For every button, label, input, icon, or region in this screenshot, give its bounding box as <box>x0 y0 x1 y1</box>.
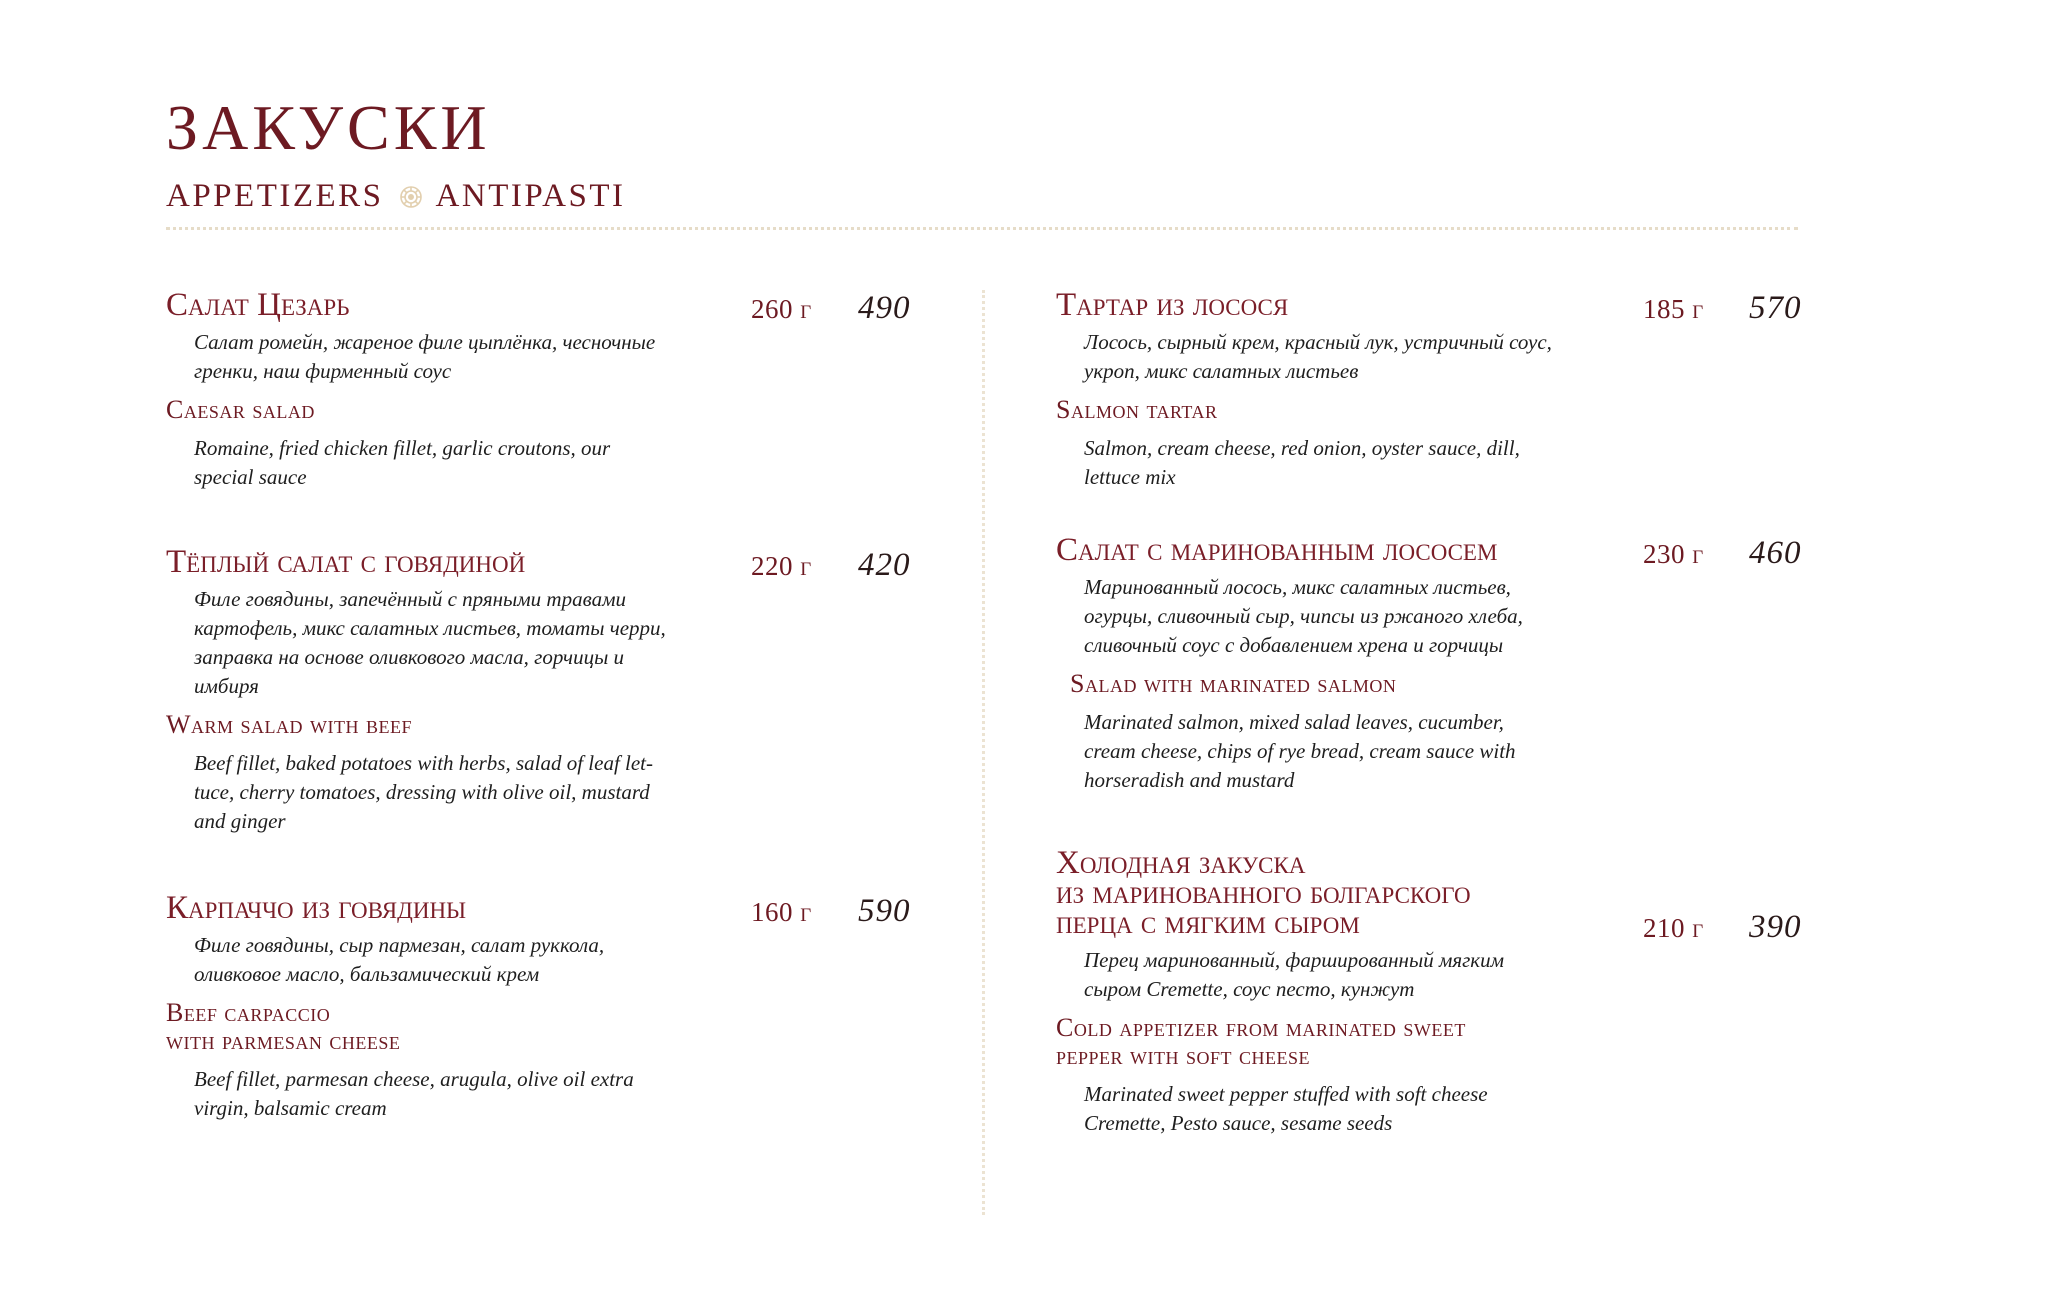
dish-desc-ru: оливковое масло, бальзамический крем <box>194 962 540 986</box>
menu-item-caesar <box>166 287 656 492</box>
dish-weight: 220 г <box>751 551 812 581</box>
dish-price: 390 <box>1749 909 1802 945</box>
dish-desc-en: Cremette, Pesto sauce, sesame seeds <box>1084 1111 1393 1135</box>
dish-desc-en: Marinated sweet pepper stuffed with soft cheese <box>1084 1082 1488 1106</box>
menu-item-salmon-tartar <box>1056 287 1552 492</box>
dish-desc-ru: огурцы, сливочный сыр, чипсы из ржаного хлеба, <box>1084 604 1523 628</box>
menu-item-marinated-salmon-salad <box>1056 532 1523 795</box>
dish-name-ru: из маринованного болгарского <box>1056 875 1471 911</box>
dish-name-en: Warm salad with beef <box>166 710 413 739</box>
dish-desc-en: special sauce <box>194 465 307 489</box>
dish-desc-en: and ginger <box>194 809 286 833</box>
dish-name-en: with parmesan cheese <box>166 1026 401 1055</box>
column-divider <box>982 290 985 1215</box>
dish-desc-ru: сыром Cremette, соус песто, кунжут <box>1084 977 1415 1001</box>
rosette-icon <box>398 184 424 210</box>
dish-price: 570 <box>1749 290 1802 326</box>
dish-desc-en: Romaine, fried chicken fillet, garlic croutons, our <box>194 436 611 460</box>
menu-item-cold-pepper-appetizer <box>1056 845 1505 1138</box>
dish-desc-en: Beef fillet, parmesan cheese, arugula, olive oil extra <box>194 1067 634 1091</box>
dish-name-ru: перца с мягким сыром <box>1056 905 1360 941</box>
dish-desc-ru: имбиря <box>194 674 259 698</box>
dish-weight: 260 г <box>751 294 812 324</box>
dish-name-ru: Салат с маринованным лососем <box>1056 532 1498 568</box>
dish-name-en: pepper with soft cheese <box>1056 1041 1311 1070</box>
dish-desc-en: Beef fillet, baked potatoes with herbs, salad of leaf let- <box>194 751 654 775</box>
menu-item-warm-beef-salad <box>166 544 666 836</box>
dish-desc-en: horseradish and mustard <box>1084 768 1295 792</box>
dish-price: 590 <box>858 893 911 929</box>
dish-desc-en: virgin, balsamic cream <box>194 1096 387 1120</box>
dish-name-ru: Тартар из лосося <box>1056 287 1289 323</box>
dish-desc-ru: Лосось, сырный крем, красный лук, устричный соус, <box>1084 330 1552 354</box>
dish-name-ru: Холодная закуска <box>1056 845 1306 881</box>
menu-item-beef-carpaccio <box>166 890 634 1123</box>
dish-desc-ru: Салат ромейн, жареное филе цыплёнка, чесночные <box>194 330 656 354</box>
dish-weight: 185 г <box>1643 294 1704 324</box>
subtitle-antipasti: ANTIPASTI <box>435 178 626 214</box>
dish-desc-ru: Филе говядины, сыр пармезан, салат руккола, <box>194 933 605 957</box>
dish-price: 490 <box>858 290 911 326</box>
dish-name-en: Beef carpaccio <box>166 998 331 1027</box>
dish-price: 460 <box>1749 535 1802 571</box>
dish-desc-ru: Перец маринованный, фаршированный мягким <box>1084 948 1505 972</box>
dish-weight: 160 г <box>751 897 812 927</box>
dish-name-ru: Тёплый салат с говядиной <box>166 544 526 580</box>
dish-desc-ru: Филе говядины, запечённый с пряными травами <box>194 587 626 611</box>
header-divider <box>166 227 1798 230</box>
dish-name-ru: Салат Цезарь <box>166 287 350 323</box>
dish-name-ru: Карпаччо из говядины <box>166 890 467 926</box>
subtitle-appetizers: APPETIZERS <box>166 178 384 214</box>
dish-desc-en: Salmon, cream cheese, red onion, oyster sauce, dill, <box>1084 436 1520 460</box>
dish-desc-ru: сливочный соус с добавлением хрена и горчицы <box>1084 633 1504 657</box>
page-subtitle <box>166 180 626 213</box>
dish-weight: 210 г <box>1643 913 1704 943</box>
dish-name-en: Salad with marinated salmon <box>1070 669 1397 698</box>
dish-desc-ru: картофель, микс салатных листьев, томаты черри, <box>194 616 666 640</box>
dish-desc-en: Marinated salmon, mixed salad leaves, cucumber, <box>1084 710 1504 734</box>
dish-desc-ru: укроп, микс салатных листьев <box>1084 359 1359 383</box>
dish-name-en: Cold appetizer from marinated sweet <box>1056 1013 1466 1042</box>
dish-name-en: Salmon tartar <box>1056 395 1218 424</box>
dish-desc-ru: Маринованный лосось, микс салатных листьев, <box>1084 575 1511 599</box>
dish-desc-en: lettuce mix <box>1084 465 1176 489</box>
dish-name-en: Caesar salad <box>166 395 315 424</box>
page-title: ЗАКУСКИ <box>166 92 491 163</box>
dish-desc-en: tuce, cherry tomatoes, dressing with olive oil, mustard <box>194 780 650 804</box>
dish-desc-en: cream cheese, chips of rye bread, cream sauce with <box>1084 739 1516 763</box>
dish-weight: 230 г <box>1643 539 1704 569</box>
dish-desc-ru: заправка на основе оливкового масла, горчицы и <box>194 645 625 669</box>
dish-price: 420 <box>858 547 911 583</box>
dish-desc-ru: гренки, наш фирменный соус <box>194 359 452 383</box>
